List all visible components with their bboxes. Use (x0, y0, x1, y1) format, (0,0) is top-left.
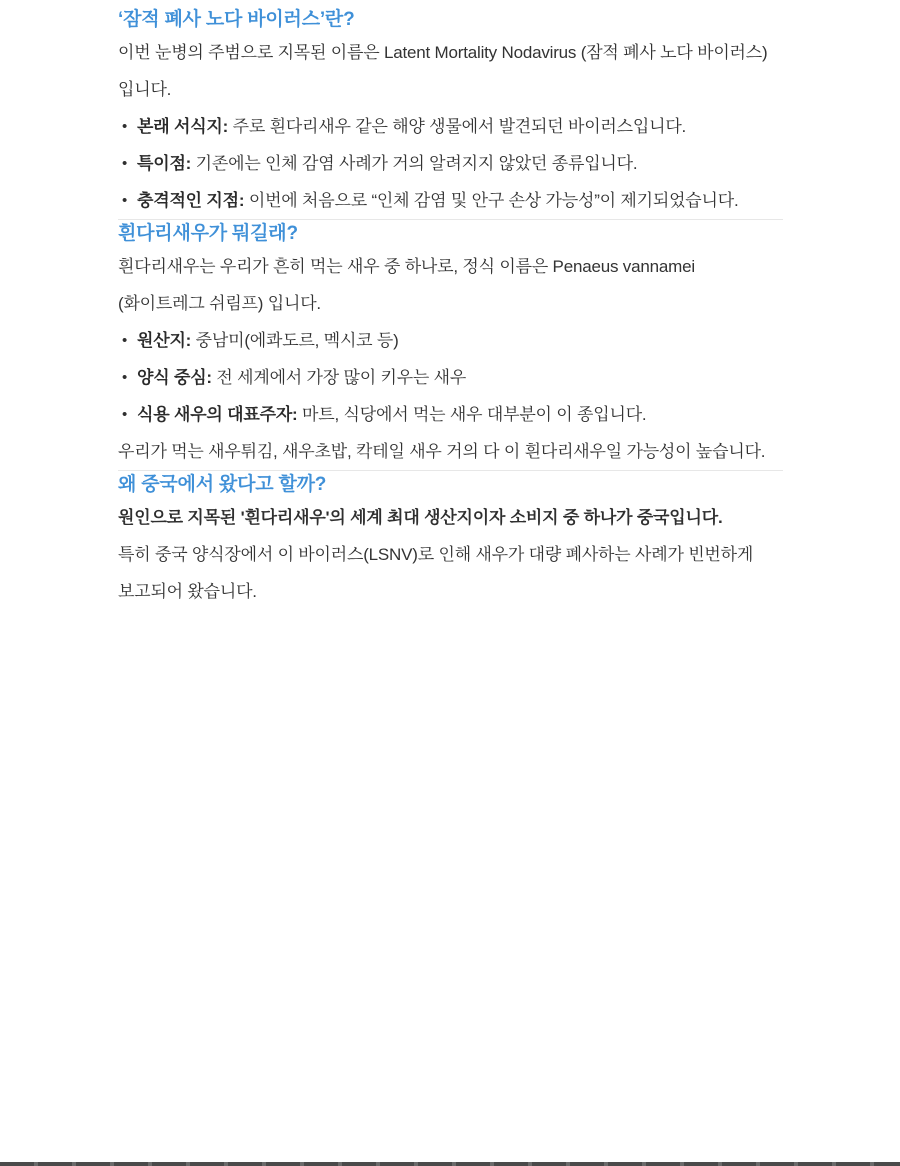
list-item (137, 108, 783, 145)
bullet-text: 전 세계에서 가장 많이 키우는 새우 (211, 368, 467, 387)
section-shrimp (118, 220, 783, 470)
section-virus-intro: 이번 눈병의 주범으로 지목된 이름은 Latent Mortality Nodavirus (잠적 폐사 노다 바이러스)입니다. (118, 43, 768, 99)
section-shrimp-intro: 흰다리새우는 우리가 흔히 먹는 새우 중 하나로, 정식 이름은 Penaeus vannamei (화이트레그 쉬림프) 입니다. (118, 257, 695, 313)
bullet-label: 본래 서식지: (137, 117, 229, 136)
shrimp-bullet-list (118, 322, 783, 433)
list-item (137, 182, 783, 219)
bullet-text: 주로 흰다리새우 같은 해양 생물에서 발견되던 바이러스입니다. (228, 117, 687, 136)
list-item (137, 322, 783, 359)
bullet-label: 원산지: (137, 331, 192, 350)
section-virus (118, 6, 783, 219)
bullet-text: 중남미(에콰도르, 멕시코 등) (191, 331, 399, 350)
bullet-label: 식용 새우의 대표주자: (137, 405, 298, 424)
section-china-bold-para: 원인으로 지목된 '흰다리새우'의 세계 최대 생산지이자 소비지 중 하나가 중국입니다. (118, 508, 723, 527)
bullet-text: 마트, 식당에서 먹는 새우 대부분이 이 종입니다. (297, 405, 647, 424)
section-shrimp-heading: 흰다리새우가 뭐길래? (118, 223, 298, 244)
section-virus-heading: ‘잠적 폐사 노다 바이러스’란? (118, 9, 355, 30)
list-item (137, 145, 783, 182)
section-china (118, 471, 783, 610)
next-content-cutoff-edge (0, 1162, 900, 1166)
bullet-text: 이번에 처음으로 “인체 감염 및 안구 손상 가능성”이 제기되었습니다. (244, 191, 739, 210)
list-item (137, 359, 783, 396)
bullet-label: 충격적인 지점: (137, 191, 245, 210)
section-shrimp-outro: 우리가 먹는 새우튀김, 새우초밥, 칵테일 새우 거의 다 이 흰다리새우일 가능성이 높습니다. (118, 442, 766, 461)
section-china-para: 특히 중국 양식장에서 이 바이러스(LSNV)로 인해 새우가 대량 폐사하는 사례가 빈번하게 보고되어 왔습니다. (118, 545, 754, 601)
bullet-text: 기존에는 인체 감염 사례가 거의 알려지지 않았던 종류입니다. (191, 154, 638, 173)
virus-bullet-list (118, 108, 783, 219)
bullet-label: 양식 중심: (137, 368, 212, 387)
list-item (137, 396, 783, 433)
bullet-label: 특이점: (137, 154, 192, 173)
section-china-heading: 왜 중국에서 왔다고 할까? (118, 474, 327, 495)
